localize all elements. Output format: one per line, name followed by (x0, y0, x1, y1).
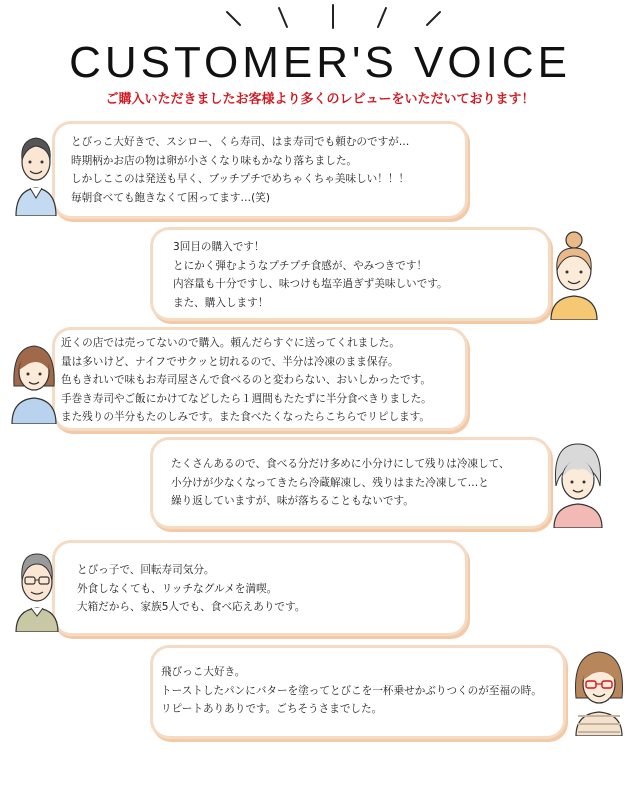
woman-short-hair-icon (8, 330, 60, 424)
review-line: 3回目の購入です！ (173, 241, 265, 253)
review-line: 小分けが少なくなってきたら冷蔵解凍し、残りはまた冷凍して…と (171, 476, 489, 489)
review-line: 繰り返していますが、味が落ちることもないです。 (171, 495, 414, 507)
review-line: とびっこ大好きで、スシロー、くら寿司、はま寿司でも頼むのですが… (71, 136, 410, 148)
review-line: リピートありありです。ごちそうさまでした。 (161, 703, 383, 715)
review-line: また残りの半分もたのしみです。また食べたくなったらこちらでリピします。 (61, 411, 430, 423)
review-line: 毎朝食べても飽きなくて困ってます…(笑) (71, 191, 270, 204)
woman-red-glasses-icon (570, 640, 628, 736)
woman-bun-hair-icon (545, 228, 603, 320)
review-line: 時期柄かお店の物は卵が小さくなり味もかなり落ちました。 (71, 154, 358, 167)
man-glasses-blue-shirt-icon (12, 124, 60, 216)
review-line: 外食しなくても、リッチなグルメを満喫。 (77, 582, 278, 595)
review-line: とにかく弾むようなプチプチ食感が、やみつきです！ (173, 259, 428, 272)
page-title: CUSTOMER'S VOICE (69, 38, 571, 87)
elderly-man-glasses-icon (12, 540, 62, 632)
page-subtitle: ご購入いただきましたお客様より多くのレビューをいただいております！ (105, 92, 535, 107)
review-line: 内容量も十分ですし、味つけも塩辛過ぎず美味しいです。 (173, 278, 448, 290)
review-line: 飛びっこ大好き。 (161, 666, 246, 678)
sunburst-rays (0, 0, 640, 40)
elderly-woman-gray-hair-icon (550, 434, 606, 528)
review-line: 近くの店では売ってないので購入。頼んだらすぐに送ってくれました。 (61, 337, 400, 349)
review-bubble (153, 230, 548, 318)
review-line: トーストしたパンにバターを塗ってとびこを一杯乗せかぶりつくのが至福の時。 (161, 684, 542, 697)
review-line: 色もきれいで味もお寿司屋さんで食べるのと変わらない、おいしかったです。 (61, 374, 431, 386)
review-line: 大箱だから、家族5人でも、食べ応えありです。 (77, 601, 306, 613)
review-bubble (153, 440, 548, 526)
review-line: 手巻き寿司やご飯にかけてなどしたら１週間もたたずに半分食べきりました。 (61, 392, 432, 405)
review-bubble (55, 124, 465, 216)
review-line: たくさんあるので、食べる分だけ多めに小分けにして残りは冷凍して、 (171, 458, 510, 470)
review-line: しかしここのは発送も早く、ブッチプチでめちゃくちゃ美味しい！！！ (71, 173, 410, 185)
review-line: また、購入します！ (173, 296, 269, 309)
review-bubble (55, 543, 465, 633)
review-line: とびっ子で、回転寿司気分。 (77, 564, 215, 576)
review-line: 量は多いけど、ナイフでサクッと切れるので、半分は冷凍のまま保存。 (61, 355, 399, 368)
review-bubble (153, 648, 563, 736)
review-bubble (55, 330, 465, 428)
